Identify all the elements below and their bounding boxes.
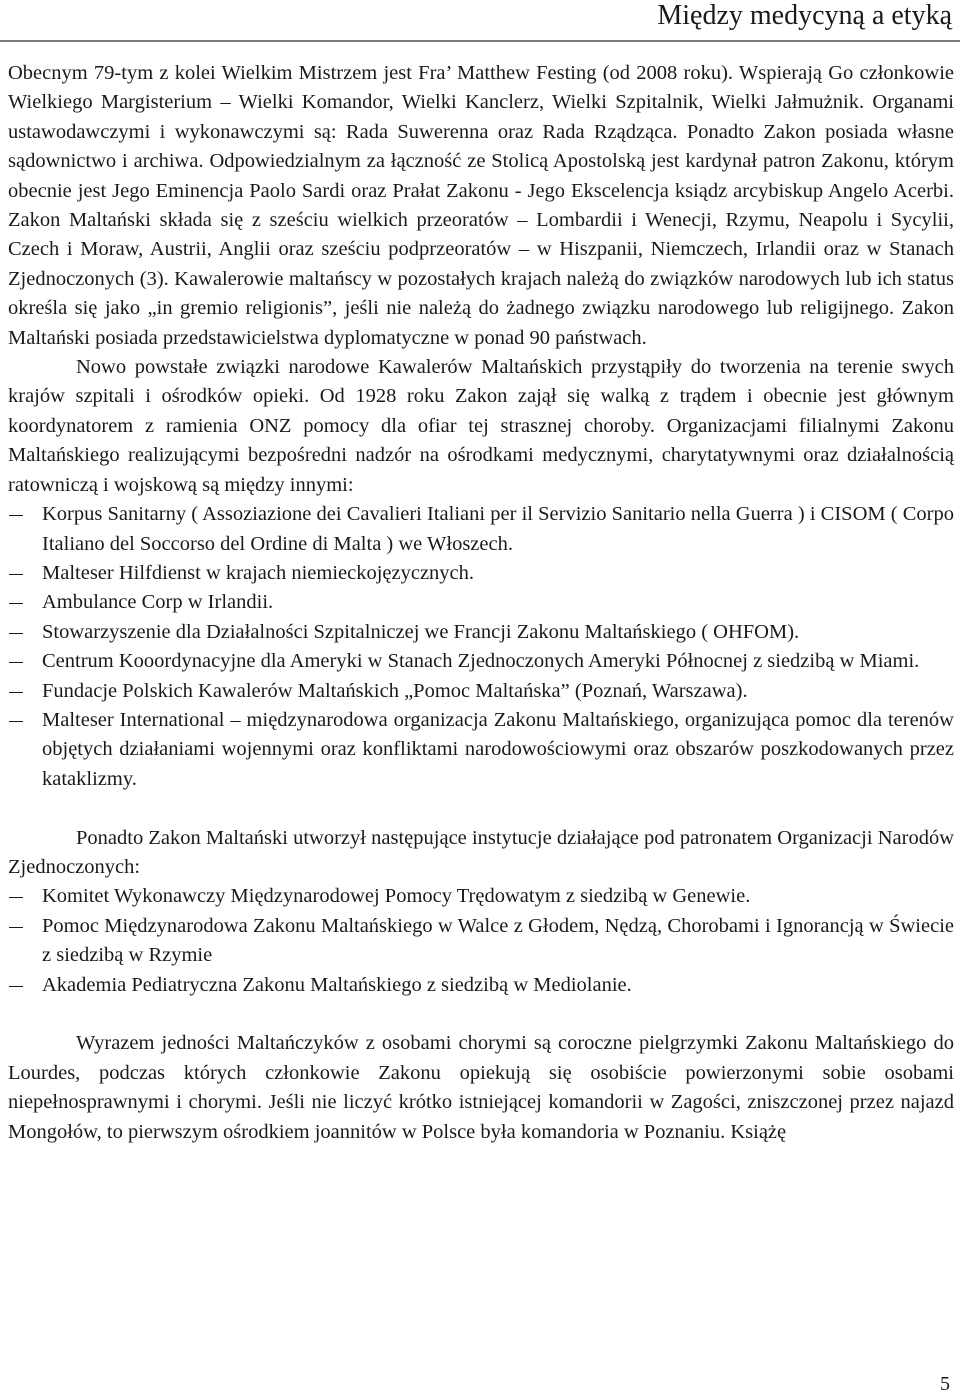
list-item: Malteser International – międzynarodowa organizacja Zakonu Maltańskiego, organizująca pomoc dla terenów objętych działaniami wojennymi oraz konfliktami narodowościowymi oraz obszarów poszkodowanych przez kataklizmy. xyxy=(8,706,954,794)
list-un-institutions xyxy=(8,882,954,1000)
list-item: Fundacje Polskich Kawalerów Maltańskich „Pomoc Maltańska” (Poznań, Warszawa). xyxy=(8,677,954,706)
list-affiliated-organizations xyxy=(8,500,954,794)
list-item: Malteser Hilfdienst w krajach niemieckojęzycznych. xyxy=(8,559,954,588)
paragraph-spacer xyxy=(8,1000,954,1029)
paragraph-grand-master: Obecnym 79-tym z kolei Wielkim Mistrzem jest Fra’ Matthew Festing (od 2008 roku). Wspierają Go członkowie Wielkiego Margisterium – Wielki Komandor, Wielki Kanclerz, Wielki Szpitalnik, Wielki Jałmużnik. Organami ustawodawczymi i wykonawczymi są: Rada Suwerenna oraz Rada Rządząca. Ponadto Zakon posiada własne sądownictwo i archiwa. Odpowiedzialnym za łączność ze Stolicą Apostolską jest kardynał patron Zakonu, którym obecnie jest Jego Eminencja Paolo Sardi oraz Prałat Zakonu - Jego Ekscelencja ksiądz arcybiskup Angelo Acerbi. Zakon Maltański składa się z sześciu wielkich przeoratów – Lombardii i Wenecji, Rzymu, Neapolu i Sycylii, Czech i Moraw, Austrii, Anglii oraz sześciu podprzeoratów – w Hiszpanii, Niemczech, Irlandii oraz w Stanach Zjednoczonych (3). Kawalerowie maltańscy w pozostałych krajach należą do związków narodowych lub ich status określa się jako „in gremio religionis”, jeśli nie należą do żadnego związku narodowego lub religijnego. Zakon Maltański posiada przedstawicielstwa dyplomatyczne w ponad 90 państwach. xyxy=(8,62,954,349)
paragraph-spacer xyxy=(8,794,954,823)
paragraph-national-associations: Nowo powstałe związki narodowe Kawalerów Maltańskich przystąpiły do tworzenia na terenie swych krajów szpitali i ośrodków opieki. Od 1928 roku Zakon zajął się walką z trądem i obecnie jest głównym koordynatorem z ramienia ONZ pomocy dla ofiar tej strasznej choroby. Organizacjami filialnymi Zakonu Maltańskiego realizującymi bezpośredni nadzór na ośrodkami medycznymi, charytatywnymi oraz działalnością ratowniczą i wojskową są między innymi: xyxy=(8,356,954,496)
list-item: Akademia Pediatryczna Zakonu Maltańskiego z siedzibą w Mediolanie. xyxy=(8,971,954,1000)
page-header xyxy=(0,0,960,42)
list-item: Centrum Kooordynacyjne dla Ameryki w Stanach Zjednoczonych Ameryki Północnej z siedzibą w Miami. xyxy=(8,647,954,676)
page-number: 5 xyxy=(940,1373,950,1395)
list-item: Pomoc Międzynarodowa Zakonu Maltańskiego w Walce z Głodem, Nędzą, Chorobami i Ignorancją w Świecie z siedzibą w Rzymie xyxy=(8,912,954,971)
list-item: Komitet Wykonawczy Międzynarodowej Pomocy Trędowatym z siedzibą w Genewie. xyxy=(8,882,954,911)
paragraph-pilgrimages: Wyrazem jedności Maltańczyków z osobami chorymi są coroczne pielgrzymki Zakonu Maltańskiego do Lourdes, podczas których członkowie Zakonu opiekują się osobiście powierzonymi sobie osobami niepełnosprawnymi i chorymi. Jeśli nie liczyć krótko istniejącej komandorii w Zagości, zniszczonej przez najazd Mongołów, to pierwszym ośrodkiem joannitów w Polsce była komandoria w Poznaniu. Książę xyxy=(8,1032,954,1143)
list-item: Ambulance Corp w Irlandii. xyxy=(8,588,954,617)
document-body xyxy=(8,59,954,1147)
list-item: Stowarzyszenie dla Działalności Szpitalniczej we Francji Zakonu Maltańskiego ( OHFOM). xyxy=(8,618,954,647)
running-title: Między medycyną a etyką xyxy=(657,0,952,31)
list-item: Korpus Sanitarny ( Assoziazione dei Cavalieri Italiani per il Servizio Sanitario nella Guerra ) i CISOM ( Corpo Italiano del Soccorso del Ordine di Malta ) we Włoszech. xyxy=(8,500,954,559)
paragraph-un-institutions: Ponadto Zakon Maltański utworzył następujące instytucje działające pod patronatem Organizacji Narodów Zjednoczonych: xyxy=(8,826,954,878)
